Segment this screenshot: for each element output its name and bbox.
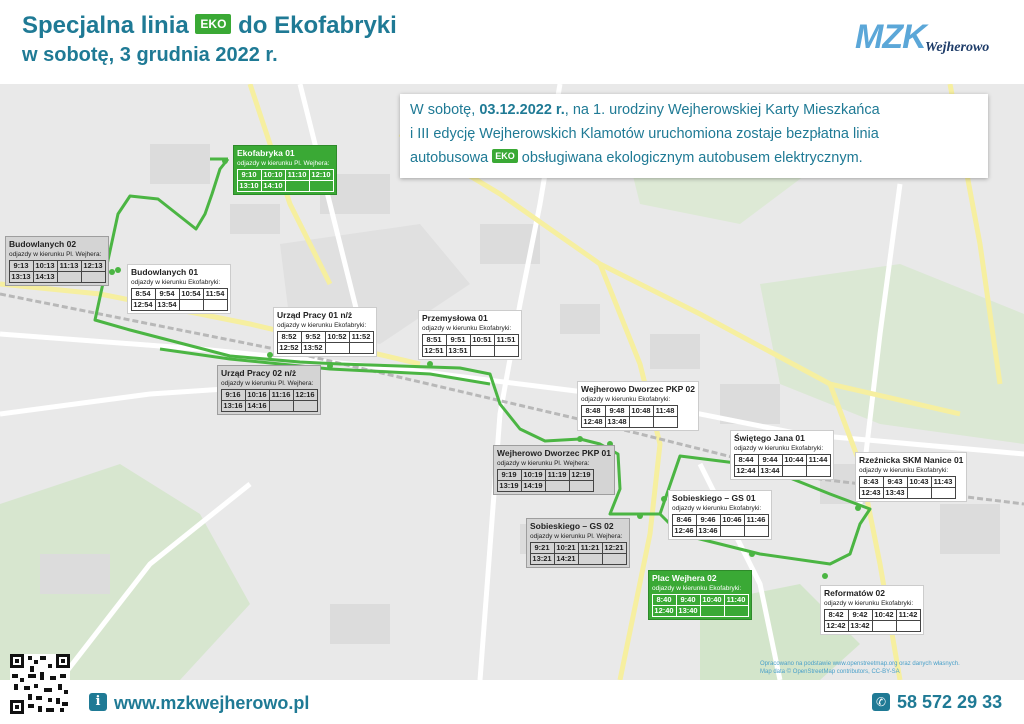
stop-name: Budowlanych 01 bbox=[131, 267, 199, 277]
stop-direction: odjazdy w kierunku Ekofabryki: bbox=[277, 322, 367, 329]
departure-time: 12:16 bbox=[293, 389, 318, 401]
departure-time: 9:42 bbox=[848, 609, 873, 621]
departure-time: 10:51 bbox=[470, 334, 495, 346]
info-icon: i bbox=[89, 693, 107, 711]
stop-box bbox=[5, 236, 109, 286]
departure-time bbox=[602, 553, 627, 565]
stop-name: Wejherowo Dworzec PKP 02 bbox=[581, 384, 695, 394]
departure-time: 9:44 bbox=[758, 454, 783, 466]
departure-time: 11:21 bbox=[578, 542, 603, 554]
stop-direction: odjazdy w kierunku Pl. Wejhera: bbox=[497, 460, 590, 467]
departure-time: 13:51 bbox=[446, 345, 471, 357]
departure-time: 8:51 bbox=[422, 334, 447, 346]
departure-time: 14:13 bbox=[33, 271, 58, 283]
departure-time: 10:21 bbox=[554, 542, 579, 554]
departure-time bbox=[653, 416, 678, 428]
stop-direction: odjazdy w kierunku Ekofabryki: bbox=[581, 396, 671, 403]
departure-time: 13:21 bbox=[530, 553, 555, 565]
departure-time: 13:19 bbox=[497, 480, 522, 492]
stop-box bbox=[855, 452, 967, 502]
stop-name: Plac Wejhera 02 bbox=[652, 573, 717, 583]
departure-time: 10:42 bbox=[872, 609, 897, 621]
departure-time bbox=[203, 299, 228, 311]
departure-time: 12:44 bbox=[734, 465, 759, 477]
departure-time: 10:13 bbox=[33, 260, 58, 272]
departure-time: 11:46 bbox=[744, 514, 769, 526]
timetable bbox=[859, 476, 963, 498]
info-line-2: i III edycję Wejherowskich Klamotów uruchomiona zostaje bezpłatna linia bbox=[410, 126, 879, 142]
timetable bbox=[824, 609, 920, 631]
departure-time bbox=[700, 605, 725, 617]
departure-time: 10:19 bbox=[521, 469, 546, 481]
stop-direction: odjazdy w kierunku Pl. Wejhera: bbox=[237, 160, 330, 167]
stop-box bbox=[273, 307, 377, 357]
departure-time: 9:51 bbox=[446, 334, 471, 346]
departure-time: 10:43 bbox=[907, 476, 932, 488]
departure-time: 8:43 bbox=[859, 476, 884, 488]
departure-time: 9:48 bbox=[605, 405, 630, 417]
title-part1: Specjalna linia bbox=[22, 12, 189, 39]
stop-direction: odjazdy w kierunku Ekofabryki: bbox=[734, 445, 824, 452]
departure-time: 11:44 bbox=[806, 454, 831, 466]
departure-time: 9:54 bbox=[155, 288, 180, 300]
departure-time bbox=[309, 180, 334, 192]
info-line-3a: autobusowa bbox=[410, 150, 489, 166]
header bbox=[0, 0, 1024, 84]
stop-direction: odjazdy w kierunku Ekofabryki: bbox=[859, 467, 949, 474]
departure-time bbox=[896, 620, 921, 632]
stop-name: Świętego Jana 01 bbox=[734, 433, 805, 443]
attribution-line-2: Map data © OpenStreetMap contributors, CC-BY-SA bbox=[760, 669, 900, 675]
departure-time bbox=[285, 180, 310, 192]
departure-time bbox=[269, 400, 294, 412]
departure-time: 14:10 bbox=[261, 180, 286, 192]
departure-time: 8:42 bbox=[824, 609, 849, 621]
departure-time: 13:43 bbox=[883, 487, 908, 499]
departure-time bbox=[325, 342, 350, 354]
departure-time: 11:42 bbox=[896, 609, 921, 621]
timetable bbox=[422, 334, 518, 356]
departure-time: 10:46 bbox=[720, 514, 745, 526]
page-title bbox=[22, 12, 397, 40]
departure-time: 9:10 bbox=[237, 169, 262, 181]
qr-code[interactable] bbox=[10, 654, 70, 714]
departure-time: 12:54 bbox=[131, 299, 156, 311]
departure-time: 11:10 bbox=[285, 169, 310, 181]
departure-time bbox=[57, 271, 82, 283]
departure-time: 8:52 bbox=[277, 331, 302, 343]
info-date: 03.12.2022 r. bbox=[479, 102, 565, 118]
departure-time: 11:48 bbox=[653, 405, 678, 417]
departure-time: 9:13 bbox=[9, 260, 34, 272]
departure-time: 12:19 bbox=[569, 469, 594, 481]
departure-time bbox=[782, 465, 807, 477]
departure-time: 11:16 bbox=[269, 389, 294, 401]
logo-mzk-text: MZK bbox=[855, 18, 926, 56]
departure-time: 11:19 bbox=[545, 469, 570, 481]
stop-box bbox=[233, 145, 337, 195]
website-link[interactable]: www.mzkwejherowo.pl bbox=[114, 693, 310, 713]
departure-time bbox=[907, 487, 932, 499]
departure-time: 9:52 bbox=[301, 331, 326, 343]
timetable bbox=[277, 331, 373, 353]
departure-time: 13:44 bbox=[758, 465, 783, 477]
map-attribution bbox=[760, 660, 1024, 676]
departure-time: 8:44 bbox=[734, 454, 759, 466]
departure-time: 11:51 bbox=[494, 334, 519, 346]
departure-time: 9:16 bbox=[221, 389, 246, 401]
page-subtitle: w sobotę, 3 grudnia 2022 r. bbox=[22, 44, 278, 66]
departure-time: 13:54 bbox=[155, 299, 180, 311]
departure-time bbox=[81, 271, 106, 283]
departure-time: 13:16 bbox=[221, 400, 246, 412]
departure-time: 8:40 bbox=[652, 594, 677, 606]
departure-time: 9:43 bbox=[883, 476, 908, 488]
departure-time: 12:42 bbox=[824, 620, 849, 632]
phone-number[interactable]: 58 572 29 33 bbox=[897, 692, 1003, 712]
timetable bbox=[672, 514, 768, 536]
eko-badge-small: EKO bbox=[492, 149, 518, 163]
stop-name: Budowlanych 02 bbox=[9, 239, 77, 249]
stop-name: Rzeźnicka SKM Nanice 01 bbox=[859, 455, 964, 465]
departure-time: 9:46 bbox=[696, 514, 721, 526]
logo-city-text: Wejherowo bbox=[925, 40, 990, 55]
departure-time: 13:40 bbox=[676, 605, 701, 617]
attribution-line-1: Opracowano na podstawie www.openstreetmap.org oraz danych własnych. bbox=[760, 661, 960, 667]
departure-time bbox=[179, 299, 204, 311]
title-part2: do Ekofabryki bbox=[238, 12, 397, 39]
departure-time: 10:54 bbox=[179, 288, 204, 300]
info-box bbox=[400, 94, 988, 178]
stop-direction: odjazdy w kierunku Ekofabryki: bbox=[422, 325, 512, 332]
departure-time: 10:16 bbox=[245, 389, 270, 401]
stop-direction: odjazdy w kierunku Ekofabryki: bbox=[652, 585, 742, 592]
departure-time: 12:51 bbox=[422, 345, 447, 357]
stop-box bbox=[418, 310, 522, 360]
departure-time: 10:10 bbox=[261, 169, 286, 181]
departure-time: 13:46 bbox=[696, 525, 721, 537]
stop-name: Urząd Pracy 01 n/ż bbox=[277, 310, 353, 320]
departure-time bbox=[349, 342, 374, 354]
info-line-1a: W sobotę, bbox=[410, 102, 480, 118]
departure-time bbox=[569, 480, 594, 492]
timetable bbox=[497, 469, 611, 491]
info-line-1 bbox=[410, 102, 880, 118]
departure-time bbox=[806, 465, 831, 477]
stop-direction: odjazdy w kierunku Pl. Wejhera: bbox=[221, 380, 314, 387]
departure-time: 12:52 bbox=[277, 342, 302, 354]
departure-time: 13:42 bbox=[848, 620, 873, 632]
departure-time: 8:54 bbox=[131, 288, 156, 300]
departure-time: 12:21 bbox=[602, 542, 627, 554]
stop-box bbox=[668, 490, 772, 540]
departure-time: 14:16 bbox=[245, 400, 270, 412]
departure-time bbox=[872, 620, 897, 632]
stop-box bbox=[577, 381, 699, 431]
departure-time bbox=[744, 525, 769, 537]
departure-time: 13:10 bbox=[237, 180, 262, 192]
departure-time: 10:44 bbox=[782, 454, 807, 466]
departure-time: 9:19 bbox=[497, 469, 522, 481]
departure-time: 12:46 bbox=[672, 525, 697, 537]
departure-time bbox=[578, 553, 603, 565]
stop-box bbox=[217, 365, 321, 415]
departure-time: 11:40 bbox=[724, 594, 749, 606]
departure-time: 8:46 bbox=[672, 514, 697, 526]
info-line-1c: , na 1. urodziny Wejherowskiej Karty Mieszkańca bbox=[564, 102, 880, 118]
timetable bbox=[581, 405, 695, 427]
departure-time bbox=[293, 400, 318, 412]
departure-time: 12:43 bbox=[859, 487, 884, 499]
timetable bbox=[652, 594, 748, 616]
departure-time: 8:48 bbox=[581, 405, 606, 417]
departure-time: 13:13 bbox=[9, 271, 34, 283]
stop-direction: odjazdy w kierunku Ekofabryki: bbox=[672, 505, 762, 512]
departure-time bbox=[629, 416, 654, 428]
departure-time: 14:21 bbox=[554, 553, 579, 565]
stop-name: Przemysłowa 01 bbox=[422, 313, 488, 323]
departure-time bbox=[470, 345, 495, 357]
departure-time: 11:52 bbox=[349, 331, 374, 343]
departure-time: 10:52 bbox=[325, 331, 350, 343]
departure-time: 12:10 bbox=[309, 169, 334, 181]
info-line-3b: obsługiwana ekologicznym autobusem elektrycznym. bbox=[521, 150, 863, 166]
departure-time bbox=[545, 480, 570, 492]
timetable bbox=[734, 454, 830, 476]
mzk-logo bbox=[855, 18, 1005, 64]
stop-direction: odjazdy w kierunku Pl. Wejhera: bbox=[9, 251, 102, 258]
departure-time: 12:13 bbox=[81, 260, 106, 272]
eko-badge: EKO bbox=[195, 14, 231, 34]
stop-direction: odjazdy w kierunku Ekofabryki: bbox=[131, 279, 221, 286]
departure-time: 13:52 bbox=[301, 342, 326, 354]
stop-box bbox=[648, 570, 752, 620]
timetable bbox=[530, 542, 626, 564]
timetable bbox=[9, 260, 105, 282]
stop-box bbox=[127, 264, 231, 314]
stop-name: Wejherowo Dworzec PKP 01 bbox=[497, 448, 611, 458]
departure-time: 11:43 bbox=[931, 476, 956, 488]
departure-time: 12:48 bbox=[581, 416, 606, 428]
departure-time bbox=[931, 487, 956, 499]
departure-time: 13:48 bbox=[605, 416, 630, 428]
stop-name: Reformatów 02 bbox=[824, 588, 885, 598]
timetable bbox=[237, 169, 333, 191]
stop-box bbox=[820, 585, 924, 635]
departure-time: 11:54 bbox=[203, 288, 228, 300]
departure-time: 9:21 bbox=[530, 542, 555, 554]
stop-name: Sobieskiego – GS 02 bbox=[530, 521, 614, 531]
stop-name: Sobieskiego – GS 01 bbox=[672, 493, 756, 503]
stop-direction: odjazdy w kierunku Ekofabryki: bbox=[824, 600, 914, 607]
stop-box bbox=[730, 430, 834, 480]
stop-box bbox=[526, 518, 630, 568]
departure-time bbox=[724, 605, 749, 617]
departure-time: 14:19 bbox=[521, 480, 546, 492]
phone-icon: ✆ bbox=[872, 693, 890, 711]
departure-time bbox=[494, 345, 519, 357]
timetable bbox=[221, 389, 317, 411]
stop-direction: odjazdy w kierunku Pl. Wejhera: bbox=[530, 533, 623, 540]
stop-box bbox=[493, 445, 615, 495]
departure-time: 9:40 bbox=[676, 594, 701, 606]
timetable bbox=[131, 288, 227, 310]
departure-time: 10:40 bbox=[700, 594, 725, 606]
departure-time: 10:48 bbox=[629, 405, 654, 417]
stop-name: Urząd Pracy 02 n/ż bbox=[221, 368, 297, 378]
info-line-3 bbox=[410, 150, 863, 166]
departure-time: 12:40 bbox=[652, 605, 677, 617]
departure-time bbox=[720, 525, 745, 537]
stop-name: Ekofabryka 01 bbox=[237, 148, 295, 158]
departure-time: 11:13 bbox=[57, 260, 82, 272]
